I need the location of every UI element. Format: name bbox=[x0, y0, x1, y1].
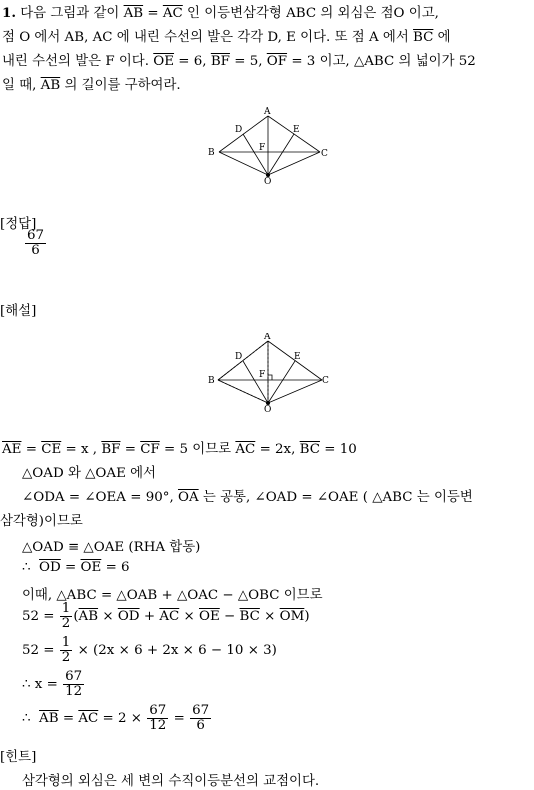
solution-step-4: 삼각형)이므로 bbox=[0, 514, 83, 529]
value-oe: = 6, bbox=[178, 54, 207, 69]
label-d: D bbox=[235, 125, 243, 135]
equals-sign: = bbox=[147, 6, 159, 21]
label-e: E bbox=[293, 125, 300, 135]
denominator: 2 bbox=[61, 650, 71, 666]
numerator: 67 bbox=[192, 703, 210, 718]
segment-od: $\overline{OD}$ bbox=[117, 609, 140, 625]
problem-text: 인 이등변삼각형 ABC 의 외심은 점O 이고, bbox=[187, 6, 439, 21]
label-a: A bbox=[264, 333, 271, 342]
solution-step-8 bbox=[22, 602, 310, 631]
value-10: = 10 bbox=[324, 442, 357, 457]
label-c: C bbox=[321, 149, 328, 159]
label-b: B bbox=[208, 148, 215, 158]
label-f: F bbox=[259, 143, 266, 153]
problem-text: 의 길이를 구하여라. bbox=[64, 78, 181, 93]
equals-sign: = bbox=[62, 711, 75, 727]
problem-line-3 bbox=[2, 50, 476, 69]
equals-sign: = bbox=[173, 711, 185, 727]
therefore-symbol: ∴ bbox=[22, 560, 31, 575]
problem-text: 다음 그림과 같이 bbox=[20, 6, 120, 21]
problem-text: 일 때, bbox=[2, 78, 37, 93]
problem-text: 에 bbox=[437, 30, 451, 45]
fraction-half bbox=[60, 636, 73, 665]
problem-number: 1. bbox=[2, 5, 16, 21]
segment-oa: $\overline{OA}$ bbox=[177, 490, 199, 505]
value-x: = x , bbox=[65, 442, 98, 457]
label-o: O bbox=[264, 177, 272, 185]
segment-bf: $\overline{BF}$ bbox=[101, 442, 121, 457]
segment-od: $\overline{OD}$ bbox=[39, 560, 61, 575]
segment-of: $\overline{OF}$ bbox=[266, 54, 288, 69]
value-bf: = 5, bbox=[234, 54, 263, 69]
solution-step-11 bbox=[22, 704, 212, 733]
segment-bc: $\overline{BC}$ bbox=[413, 30, 434, 45]
minus-sign: − bbox=[224, 609, 236, 625]
hint-label: [힌트] bbox=[0, 750, 37, 765]
segment-bf: $\overline{BF}$ bbox=[210, 54, 230, 69]
value-5: = 5 이므로 bbox=[164, 442, 232, 457]
therefore-x: ∴ x = bbox=[22, 677, 58, 693]
fraction-half bbox=[60, 602, 73, 631]
label-b: B bbox=[208, 376, 215, 386]
equals-sign: = bbox=[25, 442, 37, 457]
times-sign: × bbox=[102, 609, 114, 625]
numerator: 1 bbox=[61, 635, 71, 650]
times-sign: × bbox=[264, 609, 276, 625]
plus-sign: + bbox=[143, 609, 156, 625]
segment-cf: $\overline{CF}$ bbox=[140, 442, 160, 457]
fraction-67-6 bbox=[190, 704, 211, 733]
equation-lhs: 52 = bbox=[22, 609, 55, 625]
segment-ab: $\overline{AB}$ bbox=[40, 78, 61, 93]
solution-figure bbox=[206, 333, 332, 415]
solution-step-1 bbox=[2, 438, 357, 457]
problem-line-1 bbox=[2, 2, 439, 21]
segment-ab: $\overline{AB}$ bbox=[78, 609, 99, 625]
answer-label: [정답] bbox=[0, 217, 37, 232]
answer-numerator: 67 bbox=[27, 228, 45, 243]
solution-step-2: △OAD 와 △OAE 에서 bbox=[22, 466, 156, 481]
problem-text: 점 O 에서 AB, AC 에 내린 수선의 발은 각각 D, E 이다. 또 점 A 에서 bbox=[2, 30, 409, 45]
numerator: 67 bbox=[65, 669, 83, 684]
segment-ae: $\overline{AE}$ bbox=[2, 442, 22, 457]
triangle-figure bbox=[205, 105, 335, 185]
denominator: 12 bbox=[149, 718, 167, 734]
solution-step-9 bbox=[22, 636, 277, 665]
label-c: C bbox=[322, 376, 329, 386]
equals-sign: = bbox=[65, 560, 77, 575]
angle-statement: ∠ODA = ∠OEA = 90°, bbox=[22, 490, 174, 505]
segment-ab: $\overline{AB}$ bbox=[123, 6, 144, 21]
answer-denominator: 6 bbox=[31, 243, 40, 259]
solution-step-3 bbox=[22, 486, 473, 505]
angle-statement: 는 공통, ∠OAD = ∠OAE ( △ABC 는 이등변 bbox=[202, 490, 473, 505]
label-f: F bbox=[259, 370, 266, 380]
solution-step-7: 이때, △ABC = △OAB + △OAC − △OBC 이므로 bbox=[22, 588, 323, 603]
numerator: 67 bbox=[149, 703, 167, 718]
value-of: = 3 이고, △ABC 의 넓이가 52 bbox=[291, 54, 476, 69]
segment-ac: $\overline{AC}$ bbox=[159, 609, 180, 625]
label-e: E bbox=[294, 352, 301, 362]
segment-ce: $\overline{CE}$ bbox=[41, 442, 62, 457]
fraction-x bbox=[63, 670, 84, 699]
equation-lhs: 52 = bbox=[22, 643, 55, 659]
problem-line-4 bbox=[2, 74, 181, 93]
paren: ( bbox=[73, 609, 79, 625]
segment-ac: $\overline{AC}$ bbox=[162, 6, 183, 21]
problem-text: 내린 수선의 발은 F 이다. bbox=[2, 54, 149, 69]
denominator: 6 bbox=[196, 718, 205, 734]
denominator: 12 bbox=[65, 684, 83, 700]
segment-bc: $\overline{BC}$ bbox=[239, 609, 260, 625]
segment-oe: $\overline{OE}$ bbox=[80, 560, 102, 575]
label-d: D bbox=[235, 352, 243, 362]
therefore-symbol: ∴ bbox=[22, 711, 31, 727]
denominator: 2 bbox=[61, 616, 71, 632]
segment-om: $\overline{OM}$ bbox=[279, 609, 305, 625]
value-2x: = 2x, bbox=[259, 442, 296, 457]
segment-oe: $\overline{OE}$ bbox=[153, 54, 175, 69]
fraction-67-12 bbox=[147, 704, 168, 733]
segment-bc: $\overline{BC}$ bbox=[299, 442, 320, 457]
solution-step-6 bbox=[22, 560, 130, 575]
value-6: = 6 bbox=[105, 560, 130, 575]
equals-sign: = bbox=[124, 442, 136, 457]
segment-ac: $\overline{AC}$ bbox=[235, 442, 256, 457]
segment-oe: $\overline{OE}$ bbox=[199, 609, 220, 625]
segment-ac: $\overline{AC}$ bbox=[78, 711, 99, 727]
solution-step-5: △OAD ≡ △OAE (RHA 합동) bbox=[22, 540, 201, 555]
paren: ) bbox=[304, 609, 310, 625]
segment-ab: $\overline{AB}$ bbox=[39, 711, 59, 727]
answer-fraction bbox=[25, 229, 46, 258]
label-o: O bbox=[264, 405, 272, 415]
solution-step-10 bbox=[22, 670, 85, 699]
times-sign: × bbox=[183, 609, 195, 625]
times-two: = 2 × bbox=[102, 711, 142, 727]
equation-rhs: × (2x × 6 + 2x × 6 − 10 × 3) bbox=[77, 643, 277, 659]
problem-line-2 bbox=[2, 26, 451, 45]
label-a: A bbox=[264, 107, 271, 117]
numerator: 1 bbox=[61, 601, 71, 616]
answer-value bbox=[24, 229, 47, 258]
hint-text: 삼각형의 외심은 세 변의 수직이등분선의 교점이다. bbox=[22, 774, 320, 789]
solution-label: [해설] bbox=[0, 304, 37, 319]
